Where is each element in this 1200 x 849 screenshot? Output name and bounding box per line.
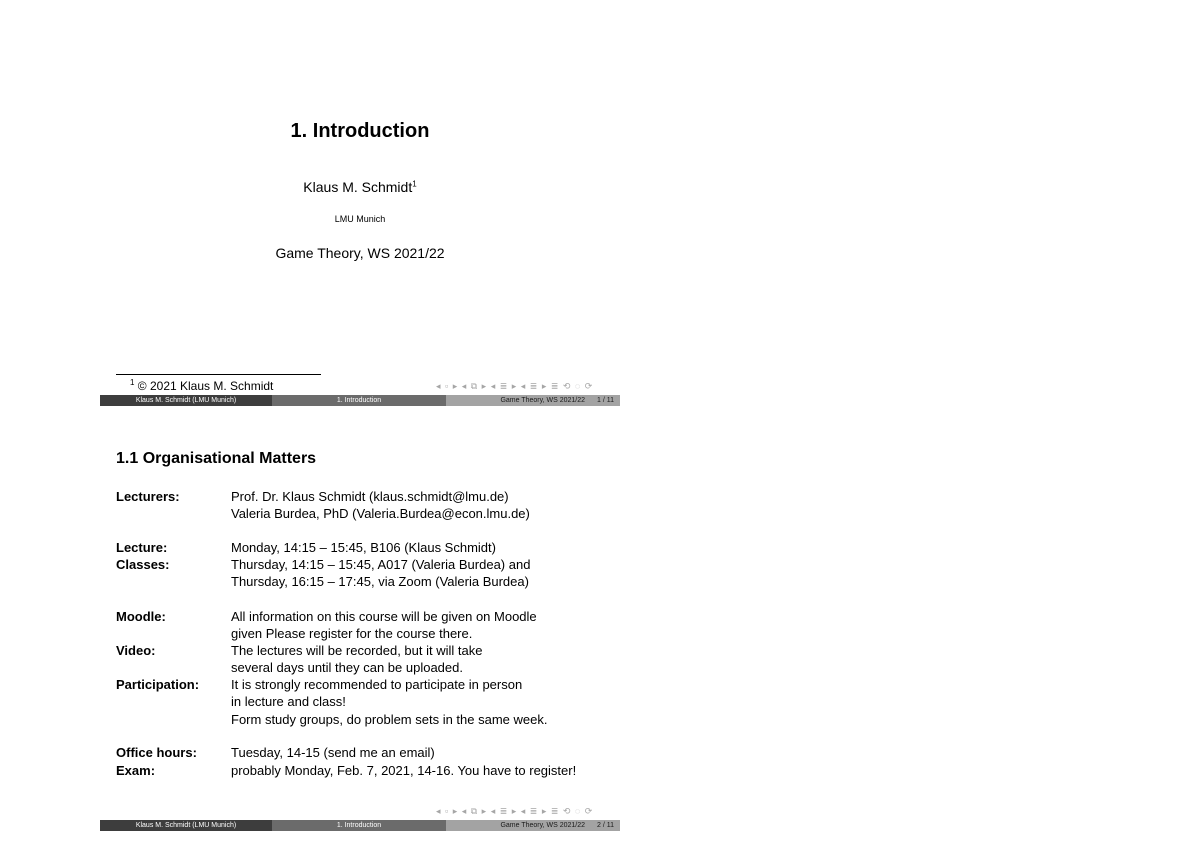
footer-section: 1. Introduction xyxy=(272,820,446,831)
label-lecture: Lecture: xyxy=(116,540,168,555)
slide-navigation-icons[interactable]: ◂ ▫ ▸ ◂ ⧉ ▸ ◂ ≣ ▸ ◂ ≣ ▸ ≣ ⟲ ◌ ⟳ xyxy=(436,806,594,816)
footer-author: Klaus M. Schmidt (LMU Munich) xyxy=(100,820,272,831)
author-name-text: Klaus M. Schmidt xyxy=(303,179,413,195)
slide-title: 1. Introduction xyxy=(290,120,430,142)
label-video: Video: xyxy=(116,643,156,658)
footnote-rule xyxy=(116,374,321,375)
participation-line-2: in lecture and class! xyxy=(231,694,346,709)
lecturers-line-1: Prof. Dr. Klaus Schmidt (klaus.schmidt@lmu.de) xyxy=(231,489,509,504)
footer-page-number: 2 / 11 xyxy=(597,822,614,829)
footer-course xyxy=(446,820,620,831)
label-classes: Classes: xyxy=(116,557,170,572)
footnote xyxy=(130,378,273,393)
video-line-2: several days until they can be uploaded. xyxy=(231,660,463,675)
lecturers-line-2: Valeria Burdea, PhD (Valeria.Burdea@econ.lmu.de) xyxy=(231,506,530,521)
office-hours-line-1: Tuesday, 14-15 (send me an email) xyxy=(231,745,435,760)
moodle-line-1: All information on this course will be given on Moodle xyxy=(231,609,537,624)
footer-course xyxy=(446,395,620,406)
label-office-hours: Office hours: xyxy=(116,745,197,760)
section-heading: 1.1 Organisational Matters xyxy=(116,450,317,467)
footnote-mark: 1 xyxy=(130,378,135,387)
footnote-text: © 2021 Klaus M. Schmidt xyxy=(137,379,274,393)
footer-course-text: Game Theory, WS 2021/22 xyxy=(500,822,585,829)
label-moodle: Moodle: xyxy=(116,609,166,624)
label-lecturers: Lecturers: xyxy=(116,489,180,504)
label-exam: Exam: xyxy=(116,763,156,778)
lecture-line-1: Monday, 14:15 – 15:45, B106 (Klaus Schmidt) xyxy=(231,540,496,555)
label-participation: Participation: xyxy=(116,677,200,692)
classes-line-1: Thursday, 14:15 – 15:45, A017 (Valeria Burdea) and xyxy=(231,557,531,572)
course-name: Game Theory, WS 2021/22 xyxy=(275,245,445,261)
classes-line-2: Thursday, 16:15 – 17:45, via Zoom (Valeria Burdea) xyxy=(231,574,529,589)
author-footnote-mark: 1 xyxy=(412,179,417,189)
footer-section: 1. Introduction xyxy=(272,395,446,406)
participation-line-3: Form study groups, do problem sets in the same week. xyxy=(231,712,548,727)
moodle-line-2: given Please register for the course there. xyxy=(231,626,473,641)
footer-course-text: Game Theory, WS 2021/22 xyxy=(500,397,585,404)
footer-author: Klaus M. Schmidt (LMU Munich) xyxy=(100,395,272,406)
exam-line-1: probably Monday, Feb. 7, 2021, 14-16. You have to register! xyxy=(231,763,577,778)
author-name xyxy=(100,179,620,195)
slide1-footer-bar xyxy=(100,395,620,406)
participation-line-1: It is strongly recommended to participate in person xyxy=(231,677,523,692)
slide-navigation-icons[interactable]: ◂ ▫ ▸ ◂ ⧉ ▸ ◂ ≣ ▸ ◂ ≣ ▸ ≣ ⟲ ◌ ⟳ xyxy=(436,381,594,391)
footer-page-number: 1 / 11 xyxy=(597,397,614,404)
institution: LMU Munich xyxy=(334,214,386,224)
video-line-1: The lectures will be recorded, but it will take xyxy=(231,643,483,658)
slide2-footer-bar xyxy=(100,820,620,831)
